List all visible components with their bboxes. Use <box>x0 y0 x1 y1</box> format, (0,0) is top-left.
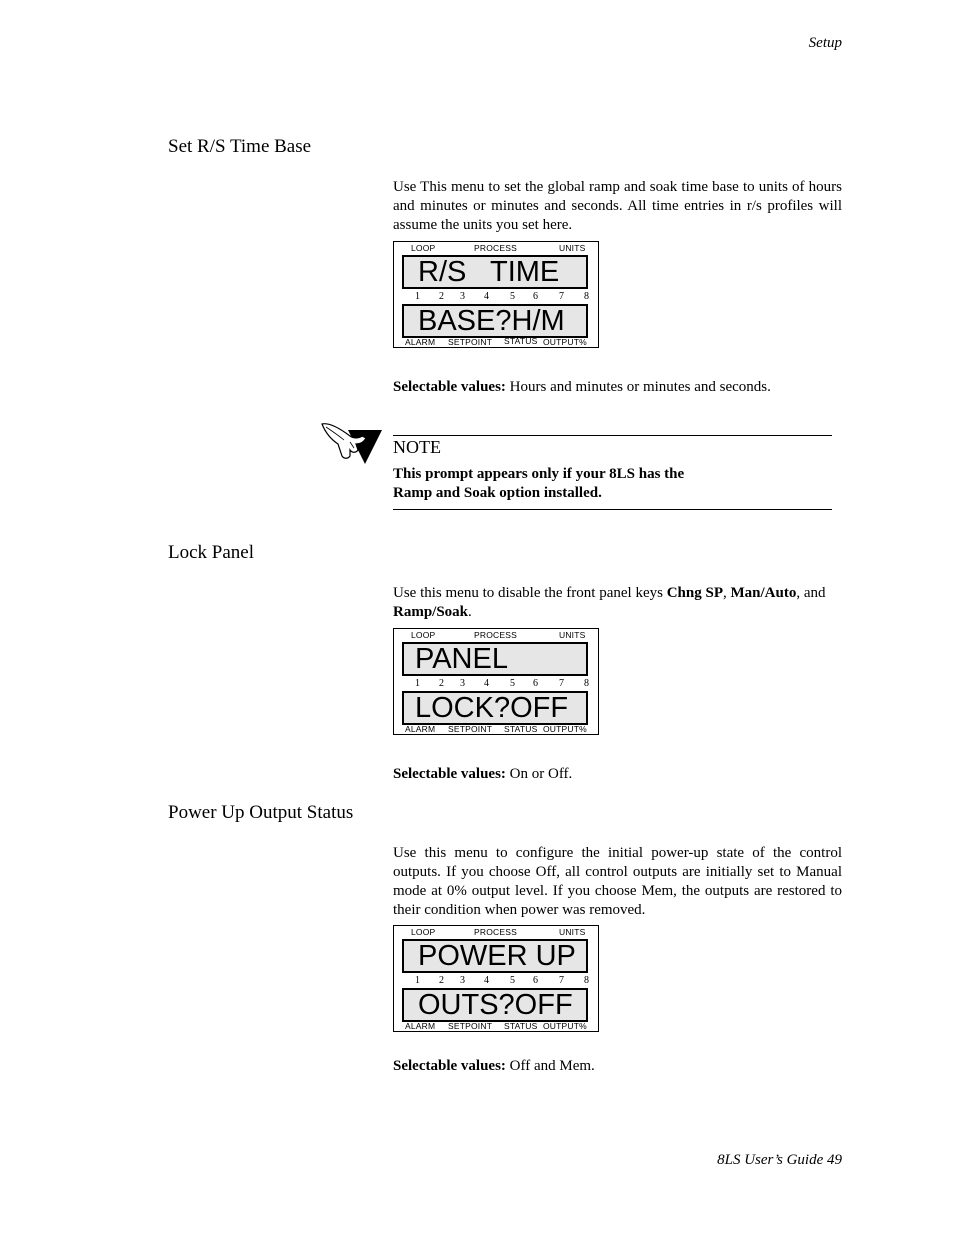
lcd-label-loop: LOOP <box>411 630 436 640</box>
lcd-line-1: R/S TIME <box>402 255 588 289</box>
note-title: NOTE <box>393 437 441 457</box>
selectable-values-text: Off and Mem. <box>505 1058 595 1074</box>
selectable-values <box>393 766 572 783</box>
selectable-values-label: Selectable values: <box>393 766 506 782</box>
note-top-rule <box>393 435 832 436</box>
lcd-label-setpoint: SETPOINT <box>448 1021 493 1031</box>
lcd-label-process: PROCESS <box>474 927 517 937</box>
lcd-display <box>393 241 599 348</box>
lcd-number: 2 <box>439 291 444 302</box>
lcd-display <box>393 628 599 735</box>
page-footer: 8LS User’s Guide 49 <box>717 1152 842 1168</box>
lcd-number: 2 <box>439 678 444 689</box>
section-title-lock-panel: Lock Panel <box>168 542 255 563</box>
lcd-line-1: POWER UP <box>402 939 588 973</box>
lcd-number: 1 <box>415 291 420 302</box>
lcd-number: 1 <box>415 678 420 689</box>
lcd-number: 7 <box>559 678 564 689</box>
lcd-label-alarm: ALARM <box>405 1021 436 1031</box>
lcd-line-2: BASE?H/M <box>402 304 588 338</box>
lcd-number: 3 <box>460 291 465 302</box>
lcd-number: 2 <box>439 975 444 986</box>
selectable-values <box>393 1058 595 1075</box>
key-man-auto: Man/Auto <box>730 585 797 601</box>
section-description <box>393 584 842 622</box>
description-end: . <box>468 604 472 620</box>
lcd-number: 4 <box>484 291 489 302</box>
note-bottom-rule <box>393 509 832 510</box>
lcd-label-process: PROCESS <box>474 243 517 253</box>
key-chng-sp: Chng SP <box>666 585 723 601</box>
lcd-loop-numbers <box>394 975 598 987</box>
lcd-line-1: PANEL <box>402 642 588 676</box>
lcd-label-units: UNITS <box>559 630 586 640</box>
lcd-label-loop: LOOP <box>411 243 436 253</box>
running-header: Setup <box>808 35 842 51</box>
description-separator: , and <box>796 585 826 601</box>
lcd-label-process: PROCESS <box>474 630 517 640</box>
lcd-loop-numbers <box>394 291 598 303</box>
lcd-number: 7 <box>559 291 564 302</box>
section-title-power-up-output-status: Power Up Output Status <box>168 802 354 823</box>
selectable-values-label: Selectable values: <box>393 379 506 395</box>
selectable-values-text: On or Off. <box>505 766 573 782</box>
lcd-number: 8 <box>584 291 589 302</box>
lcd-label-setpoint: SETPOINT <box>448 724 493 734</box>
selectable-values-text: Hours and minutes or minutes and seconds. <box>505 379 771 395</box>
lcd-number: 5 <box>510 291 515 302</box>
lcd-number: 4 <box>484 678 489 689</box>
lcd-number: 6 <box>533 678 538 689</box>
lcd-number: 8 <box>584 678 589 689</box>
lcd-display <box>393 925 599 1032</box>
hand-pointing-icon <box>320 420 384 471</box>
lcd-label-output: OUTPUT% <box>543 1021 587 1031</box>
lcd-label-status: STATUS <box>504 724 538 734</box>
lcd-label-status: STATUS <box>504 1021 538 1031</box>
note-text <box>393 465 773 503</box>
lcd-number: 6 <box>533 291 538 302</box>
lcd-label-setpoint: SETPOINT <box>448 337 493 347</box>
lcd-line-2: OUTS?OFF <box>402 988 588 1022</box>
section-title-rs-time-base: Set R/S Time Base <box>168 136 312 157</box>
lcd-number: 8 <box>584 975 589 986</box>
note-line-2: Ramp and Soak option installed. <box>393 485 602 501</box>
lcd-number: 3 <box>460 678 465 689</box>
lcd-number: 5 <box>510 975 515 986</box>
lcd-line-2: LOCK?OFF <box>402 691 588 725</box>
lcd-label-output: OUTPUT% <box>543 724 587 734</box>
lcd-number: 6 <box>533 975 538 986</box>
selectable-values <box>393 379 771 396</box>
lcd-loop-numbers <box>394 678 598 690</box>
selectable-values-label: Selectable values: <box>393 1058 506 1074</box>
lcd-number: 3 <box>460 975 465 986</box>
lcd-number: 7 <box>559 975 564 986</box>
lcd-label-status: STATUS <box>504 336 538 346</box>
lcd-number: 1 <box>415 975 420 986</box>
note-line-1: This prompt appears only if your 8LS has the <box>393 466 685 482</box>
description-separator: , <box>722 585 731 601</box>
description-text: Use this menu to disable the front panel keys <box>393 585 667 601</box>
lcd-label-units: UNITS <box>559 243 586 253</box>
section-description: Use This menu to set the global ramp and soak time base to units of hours and minutes or minutes and seconds. All time entries in r/s profiles will assume the units you set here. <box>393 179 842 233</box>
lcd-label-loop: LOOP <box>411 927 436 937</box>
lcd-label-alarm: ALARM <box>405 724 436 734</box>
key-ramp-soak: Ramp/Soak <box>393 604 469 620</box>
lcd-label-output: OUTPUT% <box>543 337 587 347</box>
lcd-number: 4 <box>484 975 489 986</box>
section-description: Use this menu to configure the initial power-up state of the control outputs. If you choose Off, all control outputs are initially set to Manual mode at 0% output level. If you choose Mem, the outputs are restored to their condition when power was removed. <box>393 845 842 918</box>
lcd-number: 5 <box>510 678 515 689</box>
lcd-label-units: UNITS <box>559 927 586 937</box>
lcd-label-alarm: ALARM <box>405 337 436 347</box>
